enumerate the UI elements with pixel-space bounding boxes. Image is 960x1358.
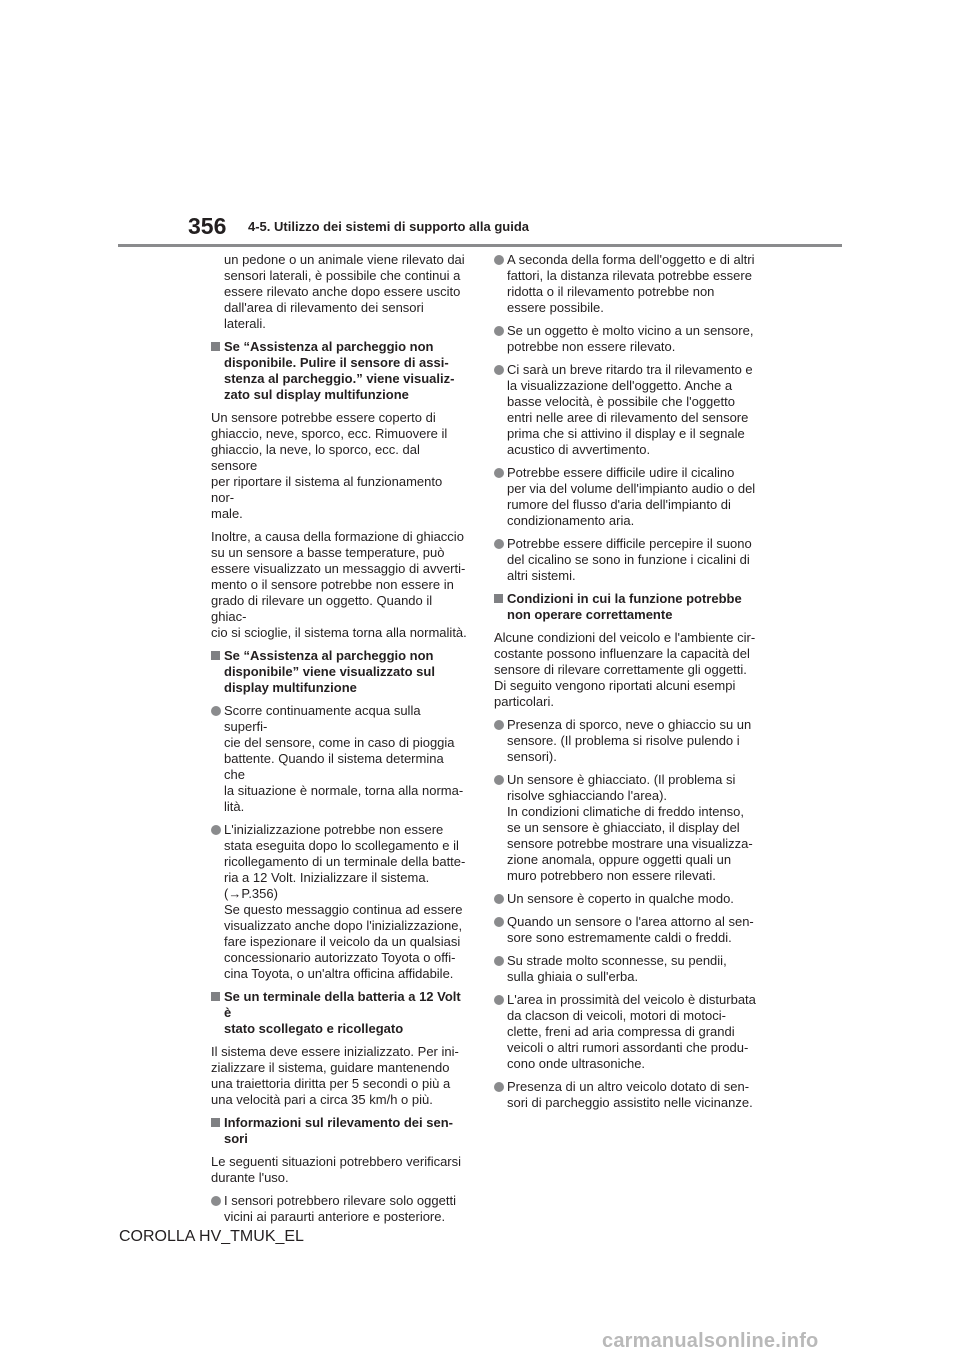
text-line: durante l'uso.	[211, 1170, 289, 1185]
text-line: ricollegamento di un terminale della batte-	[224, 854, 466, 869]
bullet-text	[507, 717, 756, 765]
heading-detection-info	[211, 1115, 467, 1147]
text-line: Ci sarà un breve ritardo tra il rilevamento e	[507, 362, 753, 377]
text-line: del cicalino se sono in funzione i cicalini di	[507, 552, 750, 567]
text-line: zato sul display multifunzione	[224, 387, 409, 402]
paragraph-sensor-dirty	[211, 410, 467, 522]
text-line: stenza al parcheggio.” viene visualiz-	[224, 371, 455, 386]
text-line: fare ispezionare il veicolo da un qualsiasi	[224, 934, 461, 949]
heading-sensor-dirty	[211, 339, 467, 403]
text-line: visualizzato anche dopo l'inizializzazione,	[224, 918, 463, 933]
bullet-text	[507, 891, 756, 907]
text-line: potrebbe non essere rilevato.	[507, 339, 676, 354]
bullet-item	[494, 362, 756, 458]
text-line: acustico di avvertimento.	[507, 442, 651, 457]
text-line: Su strade molto sconnesse, su pendii,	[507, 953, 727, 968]
bullet-dot-icon	[494, 468, 504, 478]
text-line: sensore di rilevare correttamente gli oggetti.	[494, 662, 747, 677]
bullet-dot-icon	[494, 255, 504, 265]
bullet-item	[494, 252, 756, 316]
bullet-item	[494, 891, 756, 907]
bullet-text	[507, 536, 756, 584]
text-line: una traiettoria diritta per 5 secondi o più a	[211, 1076, 451, 1091]
header-rule	[118, 244, 842, 247]
text-line: battente. Quando il sistema determina che	[224, 751, 444, 782]
text-line: A seconda della forma dell'oggetto e di altri	[507, 252, 755, 267]
bullet-dot-icon	[494, 995, 504, 1005]
text-line: Se un oggetto è molto vicino a un sensore,	[507, 323, 754, 338]
text-line: entri nelle aree di rilevamento del sensore	[507, 410, 749, 425]
text-line: da clacson di veicoli, motori di motoci-	[507, 1008, 726, 1023]
heading-square-icon	[211, 651, 220, 660]
bullet-dot-icon	[494, 326, 504, 336]
text-line: L'inizializzazione potrebbe non essere	[224, 822, 444, 837]
text-line: L'area in prossimità del veicolo è disturbata	[507, 992, 756, 1007]
text-line: Il sistema deve essere inizializzato. Per ini-	[211, 1044, 459, 1059]
bullet-item	[494, 992, 756, 1072]
text-line: Presenza di un altro veicolo dotato di sen-	[507, 1079, 750, 1094]
text-line: risolve sghiacciando l'area).	[507, 788, 668, 803]
text-line: zializzare il sistema, guidare mantenendo	[211, 1060, 450, 1075]
text-line: sensore. (Il problema si risolve pulendo i	[507, 733, 740, 748]
heading-text	[507, 591, 756, 623]
text-line: male.	[211, 506, 243, 521]
text-line: essere visualizzato un messaggio di avverti-	[211, 561, 466, 576]
bullet-item	[494, 1079, 756, 1111]
text-line: cono onde ultrasoniche.	[507, 1056, 646, 1071]
text-line: zione anomala, oppure oggetti quali un	[507, 852, 732, 867]
heading-square-icon	[211, 342, 220, 351]
bullet-item	[211, 703, 467, 815]
text-line: Quando un sensore o l'area attorno al sen-	[507, 914, 754, 929]
bullet-dot-icon	[494, 775, 504, 785]
text-line: ghiaccio, la neve, lo sporco, ecc. dal sensore	[211, 442, 420, 473]
text-line: Se questo messaggio continua ad essere	[224, 902, 463, 917]
bullet-item	[494, 536, 756, 584]
text-line: sensori).	[507, 749, 557, 764]
text-line: veicoli o altri rumori assordanti che produ-	[507, 1040, 749, 1055]
bullet-dot-icon	[211, 706, 221, 716]
bullet-dot-icon	[494, 956, 504, 966]
heading-square-icon	[211, 1118, 220, 1127]
text-line: Alcune condizioni del veicolo e l'ambiente cir-	[494, 630, 756, 645]
text-line: Le seguenti situazioni potrebbero verificarsi	[211, 1154, 462, 1169]
bullet-text	[507, 772, 756, 884]
intro-paragraph	[211, 252, 467, 332]
text-line: Potrebbe essere difficile udire il cicalino	[507, 465, 735, 480]
text-line: la visualizzazione dell'oggetto. Anche a	[507, 378, 733, 393]
text-line: mento o il sensore potrebbe non essere in	[211, 577, 454, 592]
bullet-text	[507, 1079, 756, 1111]
text-line: Potrebbe essere difficile percepire il suono	[507, 536, 752, 551]
text-line: dall'area di rilevamento dei sensori laterali.	[224, 300, 424, 331]
bullet-dot-icon	[494, 365, 504, 375]
text-line: particolari.	[494, 694, 554, 709]
text-line: ria a 12 Volt. Inizializzare il sistema.	[224, 870, 430, 885]
text-line: sore sono estremamente caldi o freddi.	[507, 930, 732, 945]
paragraph-battery	[211, 1044, 467, 1108]
bullet-item	[494, 772, 756, 884]
text-line: display multifunzione	[224, 680, 357, 695]
text-line: Condizioni in cui la funzione potrebbe	[507, 591, 742, 606]
text-line: su un sensore a basse temperature, può	[211, 545, 445, 560]
bullet-item	[211, 1193, 467, 1225]
paragraph-ice	[211, 529, 467, 641]
text-line: concessionario autorizzato Toyota o offi-	[224, 950, 456, 965]
text-line: vicini ai paraurti anteriore e posteriore.	[224, 1209, 446, 1224]
text-line: grado di rilevare un oggetto. Quando il ghiac-	[211, 593, 433, 624]
text-line: disponibile” viene visualizzato sul	[224, 664, 435, 679]
text-line: per riportare il sistema al funzionamento nor-	[211, 474, 443, 505]
bullet-item	[211, 822, 467, 982]
text-line: basse velocità, è possibile che l'oggetto	[507, 394, 735, 409]
text-line: rumore del flusso d'aria dell'impianto di	[507, 497, 731, 512]
text-line: condizionamento aria.	[507, 513, 635, 528]
bullet-dot-icon	[494, 894, 504, 904]
text-line: Un sensore è ghiacciato. (Il problema si	[507, 772, 736, 787]
heading-text	[224, 989, 467, 1037]
heading-battery	[211, 989, 467, 1037]
text-line: sori	[224, 1131, 248, 1146]
text-line: Se “Assistenza al parcheggio non	[224, 339, 434, 354]
bullet-text	[507, 323, 756, 355]
bullet-dot-icon	[494, 1082, 504, 1092]
text-line: cina Toyota, o un'altra officina affidabile.	[224, 966, 454, 981]
bullet-text	[224, 703, 467, 815]
text-line: se un sensore è ghiacciato, il display del	[507, 820, 740, 835]
section-title: 4-5. Utilizzo dei sistemi di supporto alla guida	[248, 219, 529, 234]
text-line: una velocità pari a circa 35 km/h o più.	[211, 1092, 433, 1107]
text-line: I sensori potrebbero rilevare solo oggetti	[224, 1193, 456, 1208]
heading-unavailable	[211, 648, 467, 696]
bullet-text	[507, 362, 756, 458]
bullet-text	[507, 914, 756, 946]
bullet-text	[507, 992, 756, 1072]
text-line: essere rilevato anche dopo essere uscito	[224, 284, 461, 299]
text-line: fattori, la distanza rilevata potrebbe essere	[507, 268, 752, 283]
text-line: sori di parcheggio assistito nelle vicinanze.	[507, 1095, 753, 1110]
text-line: Un sensore potrebbe essere coperto di	[211, 410, 436, 425]
heading-square-icon	[494, 594, 503, 603]
text-line: Inoltre, a causa della formazione di ghiaccio	[211, 529, 464, 544]
heading-text	[224, 648, 467, 696]
text-line: cio si scioglie, il sistema torna alla normalità.	[211, 625, 467, 640]
bullet-dot-icon	[494, 720, 504, 730]
bullet-text	[224, 1193, 467, 1225]
text-line: per via del volume dell'impianto audio o del	[507, 481, 756, 496]
text-line: Presenza di sporco, neve o ghiaccio su un	[507, 717, 752, 732]
right-column	[494, 252, 756, 1118]
text-line: ridotta o il rilevamento potrebbe non	[507, 284, 715, 299]
bullet-text	[507, 252, 756, 316]
heading-text	[224, 339, 467, 403]
text-line: cie del sensore, come in caso di pioggia	[224, 735, 455, 750]
bullet-text	[507, 465, 756, 529]
text-line: muro potrebbero non essere rilevati.	[507, 868, 716, 883]
text-line: un pedone o un animale viene rilevato dai	[224, 252, 465, 267]
text-line: altri sistemi.	[507, 568, 576, 583]
text-line: costante possono influenzare la capacità del	[494, 646, 750, 661]
bullet-dot-icon	[494, 539, 504, 549]
heading-square-icon	[211, 992, 220, 1001]
watermark: carmanualsonline.info	[602, 1330, 819, 1352]
bullet-item	[494, 953, 756, 985]
text-line: clette, freni ad aria compressa di grandi	[507, 1024, 735, 1039]
text-line: stato scollegato e ricollegato	[224, 1021, 404, 1036]
left-column	[211, 252, 467, 1232]
text-line: sensori laterali, è possibile che continui a	[224, 268, 461, 283]
text-line: lità.	[224, 799, 245, 814]
text-line: la situazione è normale, torna alla norma-	[224, 783, 464, 798]
footer-model-code: COROLLA HV_TMUK_EL	[119, 1228, 304, 1245]
text-line: ghiaccio, neve, sporco, ecc. Rimuovere il	[211, 426, 448, 441]
text-line: essere possibile.	[507, 300, 604, 315]
bullet-item	[494, 717, 756, 765]
text-line: Un sensore è coperto in qualche modo.	[507, 891, 734, 906]
text-line: Se un terminale della batteria a 12 Volt è	[224, 989, 461, 1020]
text-line: In condizioni climatiche di freddo intenso,	[507, 804, 745, 819]
bullet-dot-icon	[494, 917, 504, 927]
text-line: non operare correttamente	[507, 607, 673, 622]
text-line: sulla ghiaia o sull'erba.	[507, 969, 639, 984]
text-line: prima che si attivino il display e il segnale	[507, 426, 745, 441]
text-line: stata eseguita dopo lo scollegamento e il	[224, 838, 459, 853]
text-line: sensore potrebbe mostrare una visualizza-	[507, 836, 753, 851]
page-number: 356	[188, 213, 227, 239]
text-line: (→P.356)	[224, 886, 278, 901]
bullet-item	[494, 465, 756, 529]
heading-conditions	[494, 591, 756, 623]
bullet-text	[224, 822, 467, 982]
text-line: Di seguito vengono riportati alcuni esempi	[494, 678, 736, 693]
bullet-item	[494, 323, 756, 355]
text-line: Informazioni sul rilevamento dei sen-	[224, 1115, 453, 1130]
paragraph-detection-info	[211, 1154, 467, 1186]
text-line: Scorre continuamente acqua sulla superfi-	[224, 703, 421, 734]
bullet-dot-icon	[211, 1196, 221, 1206]
bullet-dot-icon	[211, 825, 221, 835]
text-line: disponibile. Pulire il sensore di assi-	[224, 355, 449, 370]
paragraph-conditions	[494, 630, 756, 710]
text-line: Se “Assistenza al parcheggio non	[224, 648, 434, 663]
bullet-text	[507, 953, 756, 985]
bullet-item	[494, 914, 756, 946]
heading-text	[224, 1115, 467, 1147]
